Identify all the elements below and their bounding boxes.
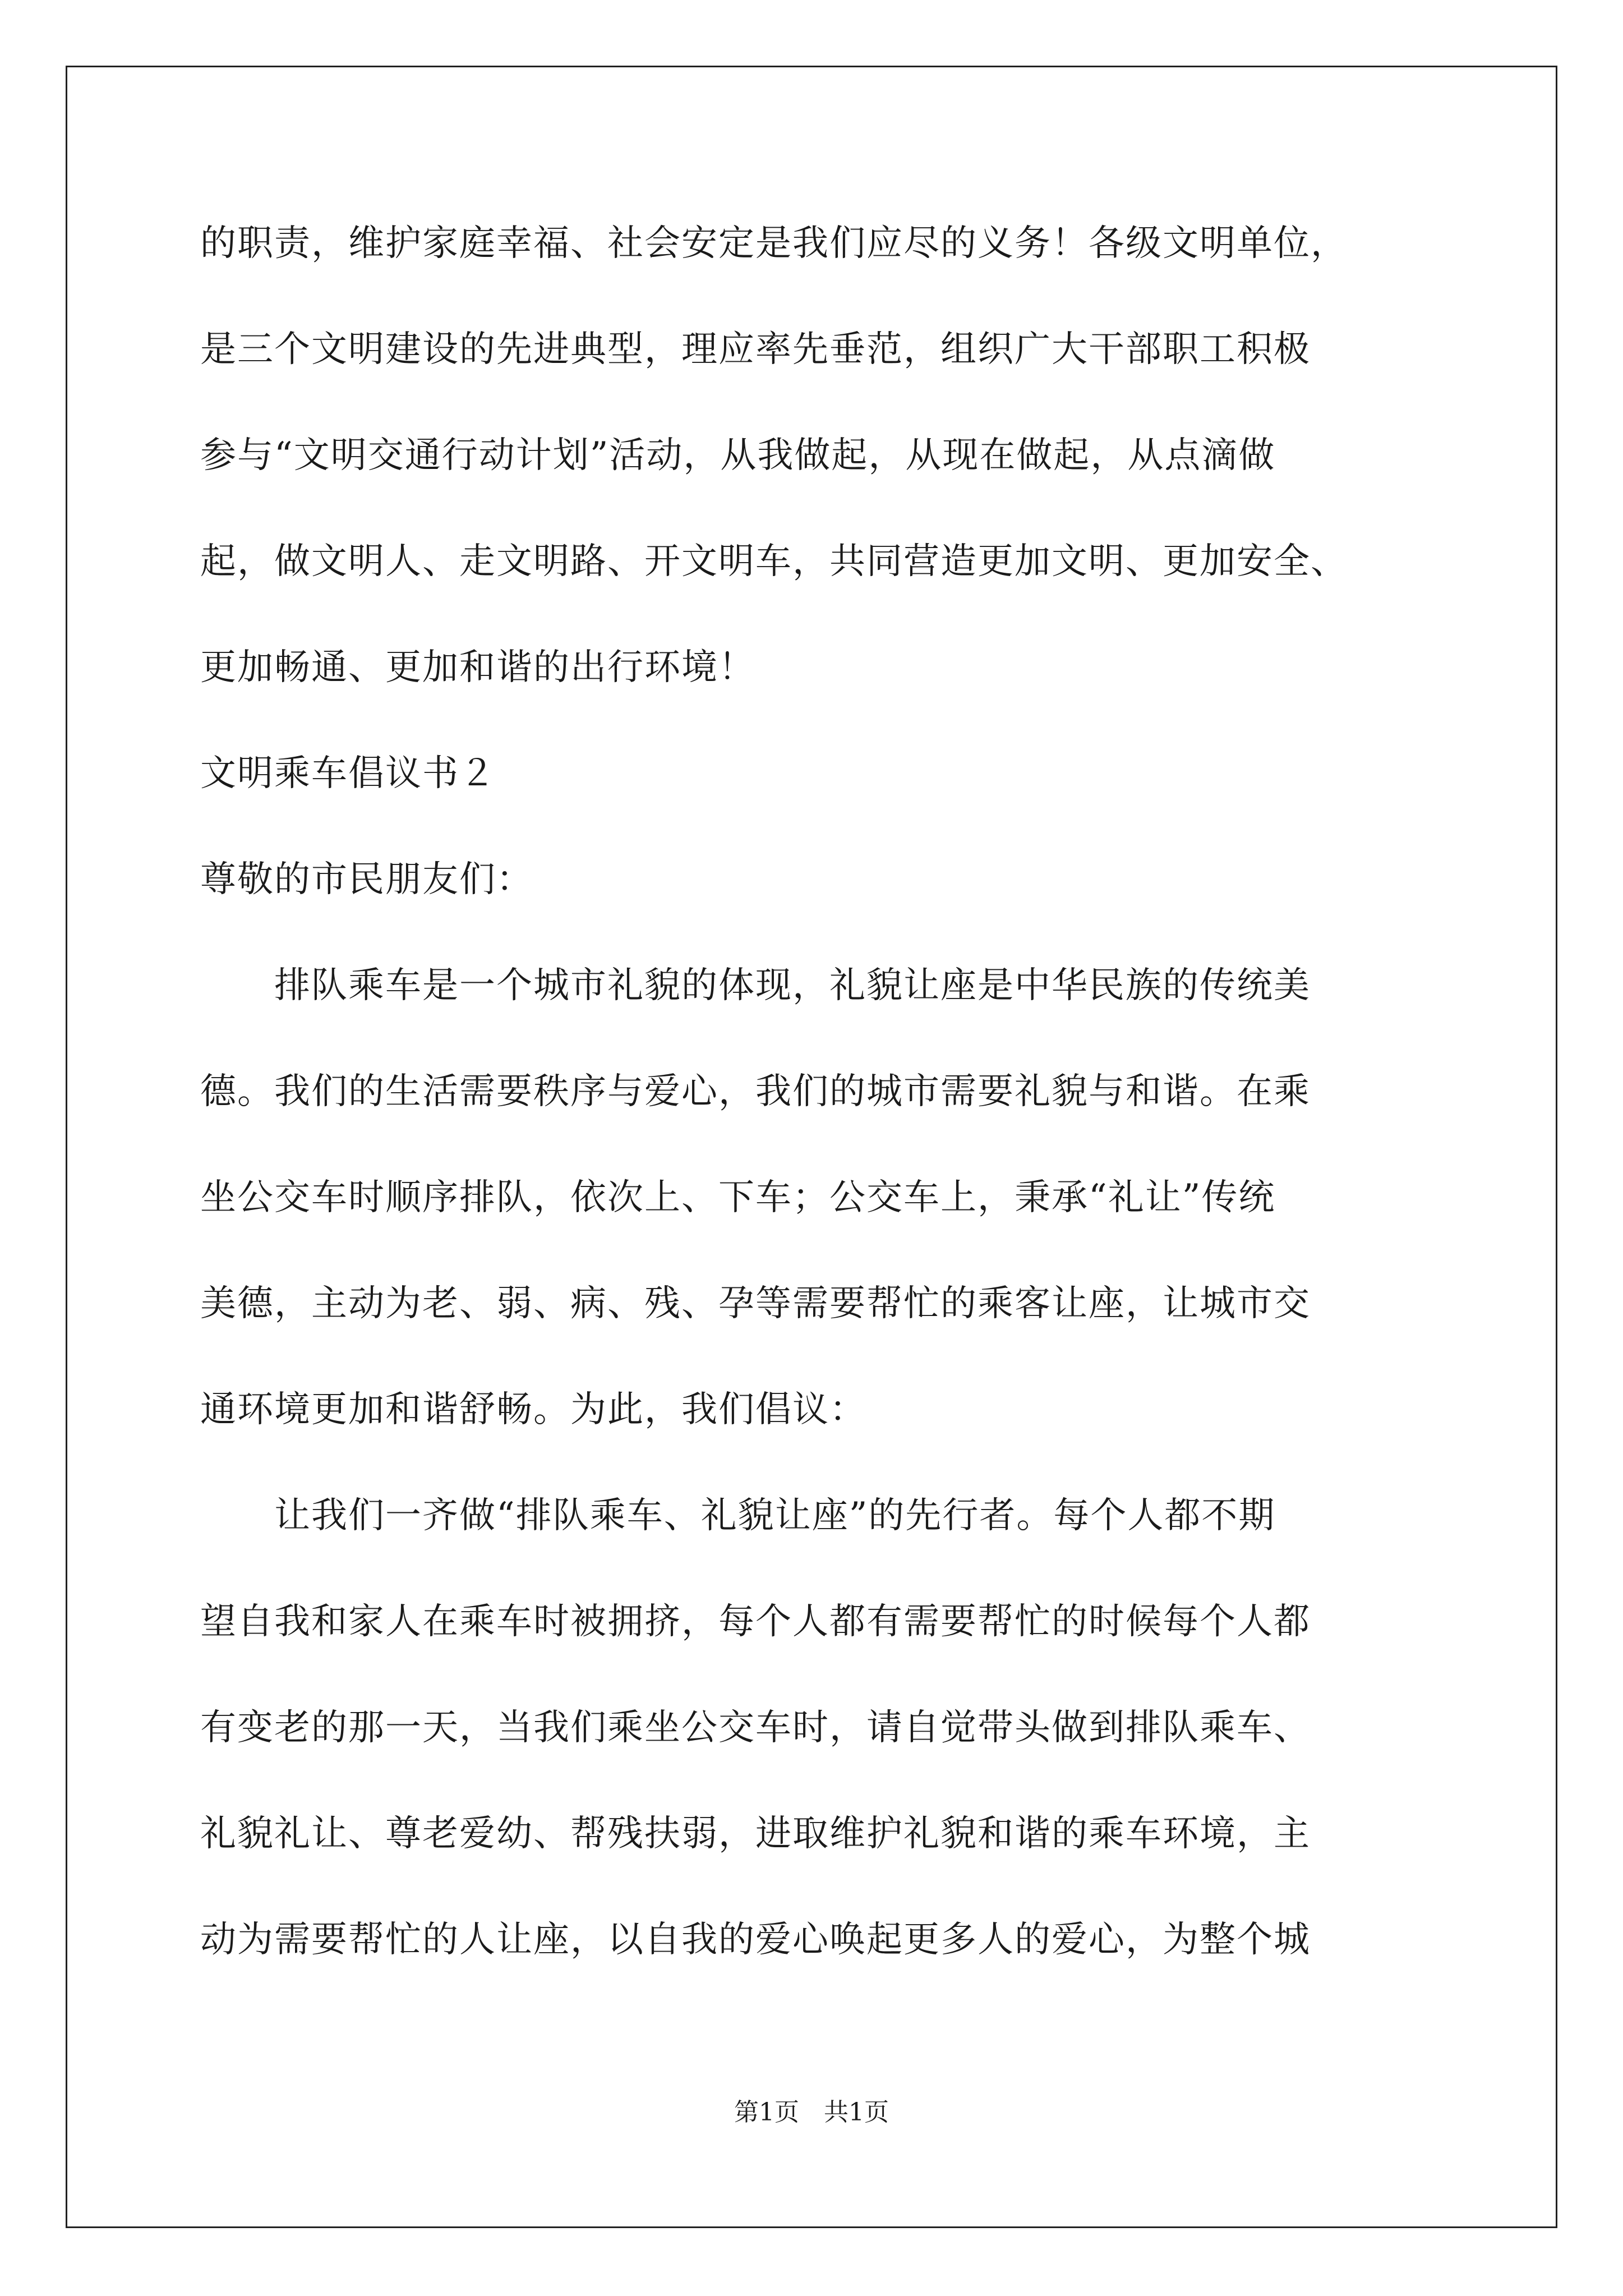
text-line: 通环境更加和谐舒畅。为此，我们倡议： (200, 1389, 866, 1430)
text-line: 是三个文明建设的先进典型，理应率先垂范，组织广大干部职工积极 (200, 329, 1311, 370)
text-line: 排队乘车是一个城市礼貌的体现，礼貌让座是中华民族的传统美 (200, 965, 1311, 1006)
page-border (66, 66, 1557, 2228)
text-line: 德。我们的生活需要秩序与爱心，我们的城市需要礼貌与和谐。在乘 (200, 1071, 1311, 1112)
salutation: 尊敬的市民朋友们： (200, 859, 533, 900)
text-line: 更加畅通、更加和谐的出行环境！ (200, 647, 755, 688)
text-line: 起，做文明人、走文明路、开文明车，共同营造更加文明、更加安全、 (200, 541, 1348, 582)
text-line: 动为需要帮忙的人让座，以自我的爱心唤起更多人的爱心，为整个城 (200, 1919, 1311, 1961)
text-line: 让我们一齐做“排队乘车、礼貌让座”的先行者。每个人都不期 (200, 1495, 1276, 1536)
text-line: 坐公交车时顺序排队，依次上、下车；公交车上，秉承“礼让”传统 (200, 1177, 1276, 1218)
text-line: 的职责，维护家庭幸福、社会安定是我们应尽的义务！各级文明单位， (200, 223, 1348, 264)
text-line: 有变老的那一天，当我们乘坐公交车时，请自觉带头做到排队乘车、 (200, 1707, 1311, 1749)
page-number: 第1页 共1页 (734, 2098, 889, 2127)
text-line: 参与“文明交通行动计划”活动，从我做起，从现在做起，从点滴做 (200, 435, 1276, 476)
text-line: 美德，主动为老、弱、病、残、孕等需要帮忙的乘客让座，让城市交 (200, 1283, 1311, 1324)
section-title: 文明乘车倡议书２ (200, 753, 496, 794)
text-line: 望自我和家人在乘车时被拥挤，每个人都有需要帮忙的时候每个人都 (200, 1601, 1311, 1642)
text-line: 礼貌礼让、尊老爱幼、帮残扶弱，进取维护礼貌和谐的乘车环境，主 (200, 1813, 1311, 1855)
